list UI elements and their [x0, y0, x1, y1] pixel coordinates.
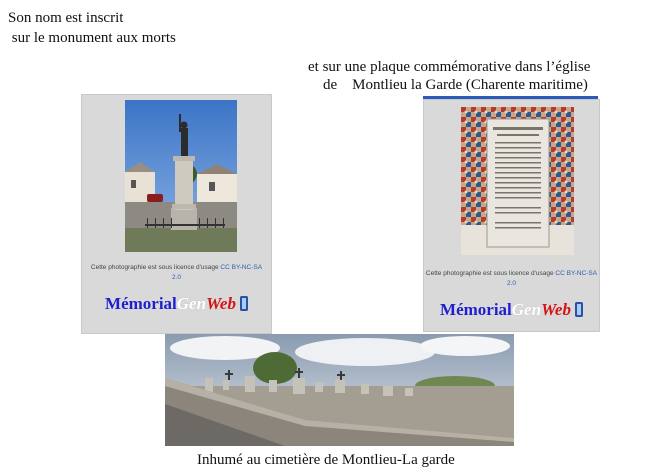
monument-photo [125, 100, 237, 252]
license-version[interactable]: 2.0 [171, 274, 182, 281]
plaque-text-line1: et sur une plaque commémorative dans l’église [308, 59, 591, 75]
monument-text-line1: Son nom est inscrit [8, 10, 124, 26]
memorial-card-monument [81, 94, 272, 334]
logo-web: Web [541, 300, 571, 319]
monument-text-line2: sur le monument aux morts [8, 30, 176, 46]
logo-memorial: Mémorial [440, 300, 512, 319]
logo-gen: Gen [176, 294, 207, 313]
license-text: Cette photographie est sous licence d'usage [90, 264, 221, 271]
phone-icon [575, 302, 583, 317]
license-link[interactable]: CC BY-NC-SA [220, 264, 263, 271]
memorial-card-plaque [423, 99, 600, 332]
phone-icon [240, 296, 248, 311]
license-link[interactable]: CC BY-NC-SA [555, 270, 598, 277]
license-version[interactable]: 2.0 [506, 280, 517, 287]
cemetery-photo [165, 334, 514, 446]
license-text: Cette photographie est sous licence d'usage [425, 270, 556, 277]
plaque-photo [461, 107, 574, 255]
license-notice [424, 269, 599, 289]
license-notice [82, 263, 271, 283]
memorial-genweb-logo[interactable] [82, 294, 271, 314]
cemetery-caption: Inhumé au cimetière de Montlieu-La garde [197, 452, 455, 468]
logo-web: Web [206, 294, 236, 313]
memorial-genweb-logo[interactable] [424, 300, 599, 320]
plaque-text-line2: de Montlieu la Garde (Charente maritime) [323, 77, 588, 93]
logo-gen: Gen [511, 300, 542, 319]
logo-memorial: Mémorial [105, 294, 177, 313]
